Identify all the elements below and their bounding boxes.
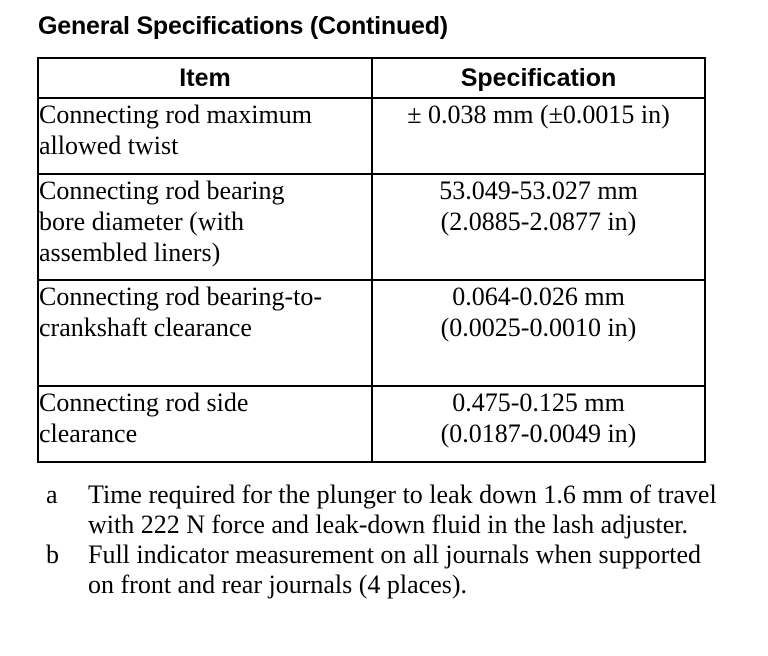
item-text: Connecting rod maximum allowed twist: [39, 100, 312, 160]
item-text: Connecting rod bearing-to-crankshaft clearance: [39, 282, 323, 342]
specification-text: 0.475-0.125 mm (0.0187-0.0049 in): [440, 388, 637, 448]
footnotes: [46, 480, 726, 600]
item-text: Connecting rod side clearance: [39, 388, 249, 448]
column-header-specification: Specification: [372, 58, 705, 98]
specification-cell: [372, 280, 705, 386]
item-cell: [38, 280, 372, 386]
footnote-marker: b: [46, 540, 59, 569]
page-title: General Specifications (Continued): [38, 12, 448, 40]
item-cell: [38, 98, 372, 174]
table-row: [38, 174, 705, 280]
footnote-text: Time required for the plunger to leak down 1.6 mm of travel with 222 N force and leak-down fluid in the lash adjuster.: [88, 480, 717, 539]
table-row: [38, 98, 705, 174]
specification-cell: [372, 174, 705, 280]
footnote: [46, 540, 726, 600]
specification-text: ± 0.038 mm (±0.0015 in): [407, 100, 670, 129]
table-row: [38, 386, 705, 462]
footnote-text: Full indicator measurement on all journals when supported on front and rear journals (4 places).: [88, 540, 702, 599]
table-row: [38, 280, 705, 386]
specification-cell: [372, 98, 705, 174]
item-cell: [38, 386, 372, 462]
footnote-marker: a: [46, 480, 58, 509]
item-text: Connecting rod bearing bore diameter (with assembled liners): [39, 176, 285, 267]
specifications-table: [37, 57, 706, 463]
table-header-row: [38, 58, 705, 98]
column-header-item: Item: [38, 58, 372, 98]
footnote: [46, 480, 726, 540]
specification-cell: [372, 386, 705, 462]
specification-text: 53.049-53.027 mm (2.0885-2.0877 in): [439, 176, 638, 236]
item-cell: [38, 174, 372, 280]
specification-text: 0.064-0.026 mm (0.0025-0.0010 in): [440, 282, 637, 342]
